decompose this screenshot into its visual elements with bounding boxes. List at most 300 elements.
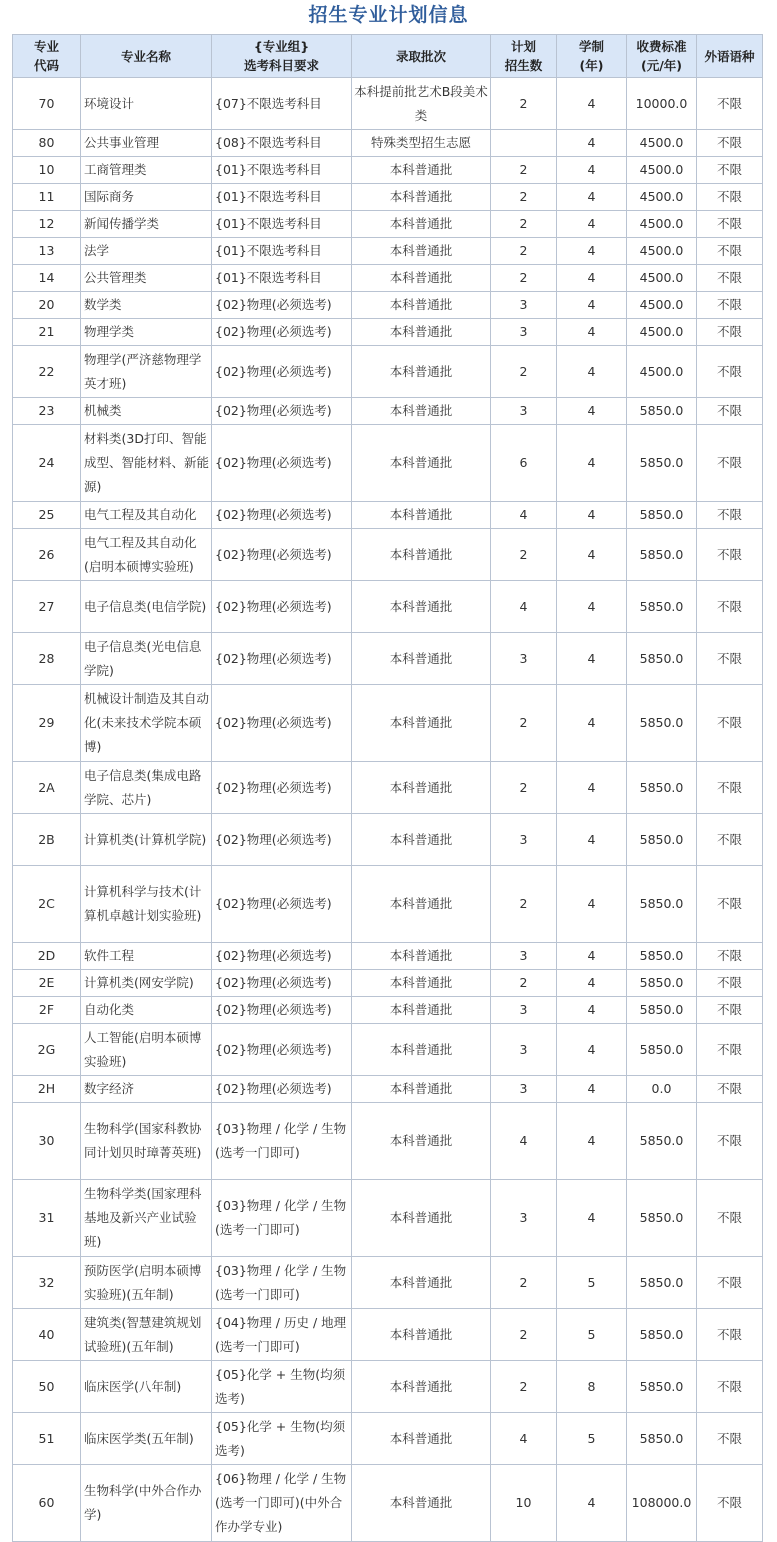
cell-requirement: {03}物理 / 化学 / 生物(选考一门即可) [212, 1103, 352, 1180]
cell-major-name: 电子信息类(集成电路学院、芯片) [81, 762, 212, 814]
cell-fee: 4500.0 [627, 346, 697, 398]
table-row [13, 762, 763, 814]
cell-batch: 本科普通批 [352, 997, 491, 1024]
cell-batch: 本科普通批 [352, 1257, 491, 1309]
cell-fee: 4500.0 [627, 130, 697, 157]
cell-fee: 5850.0 [627, 762, 697, 814]
cell-batch: 本科普通批 [352, 762, 491, 814]
col-header-fee: 收费标准 (元/年) [627, 35, 697, 78]
cell-language: 不限 [697, 346, 763, 398]
cell-major-name: 数学类 [81, 292, 212, 319]
cell-fee: 5850.0 [627, 1024, 697, 1076]
cell-requirement: {02}物理(必须选考) [212, 814, 352, 866]
cell-plan: 3 [491, 1024, 557, 1076]
cell-requirement: {02}物理(必须选考) [212, 425, 352, 502]
cell-requirement: {02}物理(必须选考) [212, 997, 352, 1024]
cell-requirement: {01}不限选考科目 [212, 265, 352, 292]
cell-batch: 本科普通批 [352, 502, 491, 529]
cell-batch: 本科普通批 [352, 529, 491, 581]
table-row [13, 581, 763, 633]
table-row [13, 502, 763, 529]
cell-plan: 4 [491, 1103, 557, 1180]
cell-years: 4 [557, 502, 627, 529]
col-header-name: 专业名称 [81, 35, 212, 78]
cell-plan [491, 130, 557, 157]
cell-batch: 本科普通批 [352, 1180, 491, 1257]
cell-major-name: 计算机科学与技术(计算机卓越计划实验班) [81, 866, 212, 943]
table-row [13, 943, 763, 970]
cell-plan: 2 [491, 346, 557, 398]
cell-plan: 3 [491, 633, 557, 685]
cell-batch: 本科普通批 [352, 1361, 491, 1413]
cell-fee: 4500.0 [627, 157, 697, 184]
cell-requirement: {01}不限选考科目 [212, 157, 352, 184]
cell-major-name: 工商管理类 [81, 157, 212, 184]
enrollment-plan-table [12, 34, 763, 1542]
cell-code: 25 [13, 502, 81, 529]
cell-language: 不限 [697, 319, 763, 346]
cell-requirement: {05}化学 + 生物(均须选考) [212, 1361, 352, 1413]
cell-fee: 5850.0 [627, 1257, 697, 1309]
cell-language: 不限 [697, 211, 763, 238]
cell-fee: 5850.0 [627, 997, 697, 1024]
cell-code: 28 [13, 633, 81, 685]
cell-fee: 0.0 [627, 1076, 697, 1103]
cell-years: 8 [557, 1361, 627, 1413]
cell-years: 4 [557, 866, 627, 943]
cell-plan: 3 [491, 398, 557, 425]
cell-major-name: 公共事业管理 [81, 130, 212, 157]
cell-fee: 5850.0 [627, 814, 697, 866]
cell-code: 26 [13, 529, 81, 581]
cell-code: 70 [13, 78, 81, 130]
cell-language: 不限 [697, 130, 763, 157]
cell-batch: 本科普通批 [352, 970, 491, 997]
cell-years: 5 [557, 1309, 627, 1361]
table-row [13, 1024, 763, 1076]
cell-years: 5 [557, 1257, 627, 1309]
cell-plan: 3 [491, 292, 557, 319]
cell-major-name: 国际商务 [81, 184, 212, 211]
cell-language: 不限 [697, 685, 763, 762]
cell-major-name: 临床医学(八年制) [81, 1361, 212, 1413]
cell-major-name: 预防医学(启明本硕博实验班)(五年制) [81, 1257, 212, 1309]
cell-major-name: 新闻传播学类 [81, 211, 212, 238]
cell-major-name: 电气工程及其自动化(启明本硕博实验班) [81, 529, 212, 581]
cell-requirement: {02}物理(必须选考) [212, 633, 352, 685]
cell-years: 4 [557, 211, 627, 238]
cell-language: 不限 [697, 157, 763, 184]
cell-years: 4 [557, 346, 627, 398]
table-row [13, 265, 763, 292]
cell-fee: 5850.0 [627, 1103, 697, 1180]
table-row [13, 184, 763, 211]
cell-language: 不限 [697, 425, 763, 502]
cell-major-name: 物理学类 [81, 319, 212, 346]
table-row [13, 529, 763, 581]
cell-code: 2B [13, 814, 81, 866]
cell-years: 4 [557, 943, 627, 970]
cell-batch: 本科普通批 [352, 238, 491, 265]
cell-language: 不限 [697, 1309, 763, 1361]
cell-major-name: 生物科学(国家科教协同计划贝时璋菁英班) [81, 1103, 212, 1180]
cell-requirement: {01}不限选考科目 [212, 211, 352, 238]
cell-fee: 5850.0 [627, 1180, 697, 1257]
cell-batch: 本科普通批 [352, 1465, 491, 1542]
cell-requirement: {06}物理 / 化学 / 生物(选考一门即可)(中外合作办学专业) [212, 1465, 352, 1542]
table-row [13, 211, 763, 238]
cell-plan: 3 [491, 943, 557, 970]
cell-major-name: 生物科学类(国家理科基地及新兴产业试验班) [81, 1180, 212, 1257]
cell-fee: 10000.0 [627, 78, 697, 130]
table-body [13, 78, 763, 1542]
cell-major-name: 软件工程 [81, 943, 212, 970]
cell-requirement: {02}物理(必须选考) [212, 529, 352, 581]
cell-years: 4 [557, 814, 627, 866]
cell-language: 不限 [697, 943, 763, 970]
table-row [13, 1465, 763, 1542]
table-row [13, 866, 763, 943]
cell-requirement: {01}不限选考科目 [212, 238, 352, 265]
cell-major-name: 生物科学(中外合作办学) [81, 1465, 212, 1542]
cell-plan: 2 [491, 866, 557, 943]
cell-plan: 2 [491, 1309, 557, 1361]
cell-language: 不限 [697, 997, 763, 1024]
cell-batch: 本科提前批艺术B段美术类 [352, 78, 491, 130]
cell-plan: 2 [491, 78, 557, 130]
cell-code: 2E [13, 970, 81, 997]
table-row [13, 425, 763, 502]
table-row [13, 1257, 763, 1309]
cell-fee: 5850.0 [627, 398, 697, 425]
cell-years: 4 [557, 265, 627, 292]
cell-batch: 本科普通批 [352, 265, 491, 292]
cell-code: 11 [13, 184, 81, 211]
table-row [13, 814, 763, 866]
col-header-batch: 录取批次 [352, 35, 491, 78]
cell-major-name: 数字经济 [81, 1076, 212, 1103]
cell-fee: 4500.0 [627, 184, 697, 211]
cell-language: 不限 [697, 970, 763, 997]
cell-batch: 本科普通批 [352, 1076, 491, 1103]
cell-requirement: {02}物理(必须选考) [212, 502, 352, 529]
cell-major-name: 电子信息类(光电信息学院) [81, 633, 212, 685]
cell-major-name: 机械类 [81, 398, 212, 425]
cell-language: 不限 [697, 265, 763, 292]
cell-requirement: {02}物理(必须选考) [212, 866, 352, 943]
cell-language: 不限 [697, 762, 763, 814]
cell-plan: 3 [491, 1076, 557, 1103]
cell-major-name: 建筑类(智慧建筑规划试验班)(五年制) [81, 1309, 212, 1361]
cell-major-name: 环境设计 [81, 78, 212, 130]
cell-major-name: 公共管理类 [81, 265, 212, 292]
cell-major-name: 法学 [81, 238, 212, 265]
cell-major-name: 物理学(严济慈物理学英才班) [81, 346, 212, 398]
cell-years: 4 [557, 685, 627, 762]
cell-code: 2F [13, 997, 81, 1024]
table-row [13, 292, 763, 319]
cell-requirement: {03}物理 / 化学 / 生物(选考一门即可) [212, 1180, 352, 1257]
table-row [13, 1361, 763, 1413]
cell-years: 4 [557, 1076, 627, 1103]
cell-batch: 本科普通批 [352, 184, 491, 211]
cell-requirement: {02}物理(必须选考) [212, 685, 352, 762]
cell-code: 24 [13, 425, 81, 502]
cell-requirement: {07}不限选考科目 [212, 78, 352, 130]
cell-requirement: {02}物理(必须选考) [212, 319, 352, 346]
cell-plan: 4 [491, 502, 557, 529]
table-row [13, 78, 763, 130]
cell-requirement: {03}物理 / 化学 / 生物(选考一门即可) [212, 1257, 352, 1309]
cell-language: 不限 [697, 633, 763, 685]
cell-requirement: {02}物理(必须选考) [212, 970, 352, 997]
cell-major-name: 机械设计制造及其自动化(未来技术学院本硕博) [81, 685, 212, 762]
cell-plan: 4 [491, 1413, 557, 1465]
cell-fee: 5850.0 [627, 633, 697, 685]
cell-code: 20 [13, 292, 81, 319]
table-header-row [13, 35, 763, 78]
cell-fee: 5850.0 [627, 943, 697, 970]
cell-major-name: 自动化类 [81, 997, 212, 1024]
cell-plan: 2 [491, 211, 557, 238]
cell-language: 不限 [697, 398, 763, 425]
cell-code: 31 [13, 1180, 81, 1257]
cell-code: 32 [13, 1257, 81, 1309]
table-row [13, 997, 763, 1024]
col-header-code: 专业 代码 [13, 35, 81, 78]
table-row [13, 1103, 763, 1180]
table-row [13, 398, 763, 425]
table-row [13, 970, 763, 997]
cell-language: 不限 [697, 581, 763, 633]
cell-plan: 3 [491, 1180, 557, 1257]
cell-years: 4 [557, 319, 627, 346]
cell-language: 不限 [697, 529, 763, 581]
cell-batch: 本科普通批 [352, 814, 491, 866]
cell-years: 4 [557, 997, 627, 1024]
cell-fee: 5850.0 [627, 1361, 697, 1413]
cell-language: 不限 [697, 814, 763, 866]
cell-years: 4 [557, 1103, 627, 1180]
cell-plan: 2 [491, 529, 557, 581]
cell-language: 不限 [697, 238, 763, 265]
cell-code: 2H [13, 1076, 81, 1103]
cell-plan: 3 [491, 997, 557, 1024]
cell-code: 22 [13, 346, 81, 398]
cell-code: 13 [13, 238, 81, 265]
cell-batch: 本科普通批 [352, 425, 491, 502]
cell-code: 10 [13, 157, 81, 184]
cell-batch: 本科普通批 [352, 1024, 491, 1076]
cell-fee: 4500.0 [627, 265, 697, 292]
cell-code: 23 [13, 398, 81, 425]
col-header-language: 外语语种 [697, 35, 763, 78]
cell-years: 4 [557, 581, 627, 633]
cell-language: 不限 [697, 184, 763, 211]
cell-requirement: {02}物理(必须选考) [212, 943, 352, 970]
cell-batch: 特殊类型招生志愿 [352, 130, 491, 157]
page-title: 招生专业计划信息 [308, 4, 469, 26]
cell-language: 不限 [697, 78, 763, 130]
cell-batch: 本科普通批 [352, 633, 491, 685]
col-header-years: 学制 (年) [557, 35, 627, 78]
cell-code: 21 [13, 319, 81, 346]
cell-years: 4 [557, 157, 627, 184]
cell-language: 不限 [697, 1257, 763, 1309]
cell-plan: 4 [491, 581, 557, 633]
table-row [13, 130, 763, 157]
cell-years: 5 [557, 1413, 627, 1465]
cell-fee: 5850.0 [627, 970, 697, 997]
cell-code: 27 [13, 581, 81, 633]
cell-batch: 本科普通批 [352, 319, 491, 346]
cell-requirement: {02}物理(必须选考) [212, 1024, 352, 1076]
cell-requirement: {02}物理(必须选考) [212, 292, 352, 319]
col-header-requirement: {专业组} 选考科目要求 [212, 35, 352, 78]
cell-major-name: 电子信息类(电信学院) [81, 581, 212, 633]
cell-major-name: 人工智能(启明本硕博实验班) [81, 1024, 212, 1076]
cell-plan: 2 [491, 265, 557, 292]
cell-code: 80 [13, 130, 81, 157]
cell-years: 4 [557, 970, 627, 997]
cell-plan: 6 [491, 425, 557, 502]
cell-requirement: {08}不限选考科目 [212, 130, 352, 157]
col-header-plan: 计划 招生数 [491, 35, 557, 78]
cell-code: 2A [13, 762, 81, 814]
cell-batch: 本科普通批 [352, 1103, 491, 1180]
cell-language: 不限 [697, 866, 763, 943]
cell-plan: 3 [491, 319, 557, 346]
cell-major-name: 电气工程及其自动化 [81, 502, 212, 529]
cell-batch: 本科普通批 [352, 1309, 491, 1361]
cell-code: 12 [13, 211, 81, 238]
cell-years: 4 [557, 184, 627, 211]
cell-code: 60 [13, 1465, 81, 1542]
cell-fee: 4500.0 [627, 292, 697, 319]
cell-fee: 5850.0 [627, 529, 697, 581]
cell-plan: 2 [491, 157, 557, 184]
cell-language: 不限 [697, 1076, 763, 1103]
cell-language: 不限 [697, 1361, 763, 1413]
cell-language: 不限 [697, 502, 763, 529]
cell-plan: 2 [491, 238, 557, 265]
cell-plan: 2 [491, 970, 557, 997]
cell-plan: 2 [491, 184, 557, 211]
cell-plan: 2 [491, 685, 557, 762]
cell-batch: 本科普通批 [352, 685, 491, 762]
cell-major-name: 临床医学类(五年制) [81, 1413, 212, 1465]
cell-plan: 2 [491, 1361, 557, 1413]
cell-requirement: {05}化学 + 生物(均须选考) [212, 1413, 352, 1465]
cell-requirement: {01}不限选考科目 [212, 184, 352, 211]
cell-code: 29 [13, 685, 81, 762]
cell-batch: 本科普通批 [352, 943, 491, 970]
cell-years: 4 [557, 238, 627, 265]
table-row [13, 346, 763, 398]
cell-years: 4 [557, 292, 627, 319]
cell-code: 2C [13, 866, 81, 943]
cell-code: 51 [13, 1413, 81, 1465]
cell-requirement: {02}物理(必须选考) [212, 346, 352, 398]
cell-plan: 2 [491, 1257, 557, 1309]
cell-code: 14 [13, 265, 81, 292]
cell-years: 4 [557, 1024, 627, 1076]
cell-batch: 本科普通批 [352, 346, 491, 398]
cell-batch: 本科普通批 [352, 292, 491, 319]
table-row [13, 633, 763, 685]
cell-batch: 本科普通批 [352, 398, 491, 425]
cell-fee: 4500.0 [627, 319, 697, 346]
cell-code: 50 [13, 1361, 81, 1413]
cell-requirement: {02}物理(必须选考) [212, 581, 352, 633]
table-row [13, 1076, 763, 1103]
cell-language: 不限 [697, 1024, 763, 1076]
cell-fee: 5850.0 [627, 685, 697, 762]
cell-fee: 5850.0 [627, 425, 697, 502]
cell-batch: 本科普通批 [352, 581, 491, 633]
cell-fee: 5850.0 [627, 1413, 697, 1465]
cell-fee: 5850.0 [627, 502, 697, 529]
cell-years: 4 [557, 1465, 627, 1542]
cell-fee: 5850.0 [627, 1309, 697, 1361]
table-row [13, 1180, 763, 1257]
cell-requirement: {02}物理(必须选考) [212, 1076, 352, 1103]
table-row [13, 157, 763, 184]
cell-batch: 本科普通批 [352, 1413, 491, 1465]
cell-major-name: 材料类(3D打印、智能成型、智能材料、新能源) [81, 425, 212, 502]
cell-batch: 本科普通批 [352, 866, 491, 943]
cell-requirement: {02}物理(必须选考) [212, 398, 352, 425]
cell-fee: 108000.0 [627, 1465, 697, 1542]
table-row [13, 319, 763, 346]
cell-code: 2D [13, 943, 81, 970]
cell-years: 4 [557, 762, 627, 814]
cell-requirement: {02}物理(必须选考) [212, 762, 352, 814]
cell-years: 4 [557, 130, 627, 157]
cell-language: 不限 [697, 1413, 763, 1465]
cell-language: 不限 [697, 1180, 763, 1257]
cell-code: 30 [13, 1103, 81, 1180]
cell-requirement: {04}物理 / 历史 / 地理(选考一门即可) [212, 1309, 352, 1361]
cell-fee: 4500.0 [627, 238, 697, 265]
cell-years: 4 [557, 633, 627, 685]
cell-language: 不限 [697, 292, 763, 319]
cell-plan: 2 [491, 762, 557, 814]
table-row [13, 685, 763, 762]
cell-fee: 5850.0 [627, 581, 697, 633]
cell-fee: 5850.0 [627, 866, 697, 943]
cell-batch: 本科普通批 [352, 211, 491, 238]
cell-years: 4 [557, 529, 627, 581]
cell-language: 不限 [697, 1465, 763, 1542]
table-row [13, 238, 763, 265]
cell-years: 4 [557, 78, 627, 130]
cell-years: 4 [557, 425, 627, 502]
cell-language: 不限 [697, 1103, 763, 1180]
cell-batch: 本科普通批 [352, 157, 491, 184]
table-row [13, 1413, 763, 1465]
cell-major-name: 计算机类(计算机学院) [81, 814, 212, 866]
cell-plan: 3 [491, 814, 557, 866]
cell-years: 4 [557, 1180, 627, 1257]
cell-code: 40 [13, 1309, 81, 1361]
cell-plan: 10 [491, 1465, 557, 1542]
cell-fee: 4500.0 [627, 211, 697, 238]
cell-code: 2G [13, 1024, 81, 1076]
cell-major-name: 计算机类(网安学院) [81, 970, 212, 997]
table-row [13, 1309, 763, 1361]
cell-years: 4 [557, 398, 627, 425]
